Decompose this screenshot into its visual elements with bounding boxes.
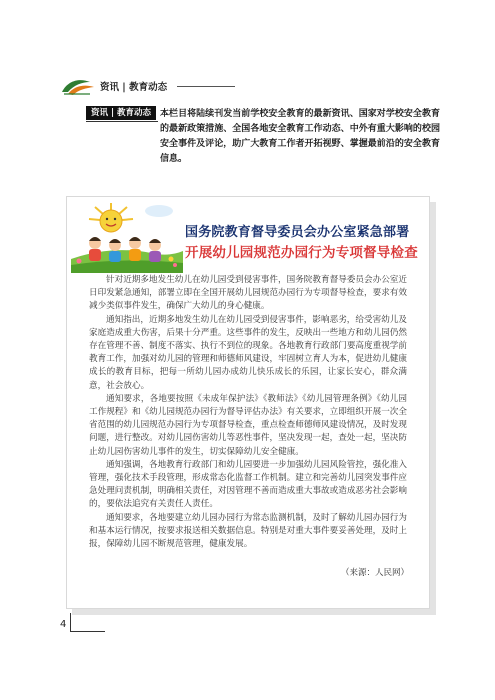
page-number: 4: [60, 619, 67, 630]
leaf-logo-icon: [60, 76, 96, 96]
running-header: [60, 76, 260, 96]
section-intro: 本栏目将陆续刊发当前学校安全教育的最新资讯、国家对学校安全教育的最新政策措施、全国各地安全教育工作动态、中外有重大影响的校园安全事件及评论，助广大教育工作者开拓视野、掌握最前沿的安全教育信息。: [160, 109, 440, 164]
article-paragraph: 通知指出，近期多地发生幼儿在幼儿园受到侵害事件，影响恶劣，给受害幼儿及家庭造成重大伤害，后果十分严重。这些事件的发生，反映出一些地方和幼儿园仍然存在管理不善、制度不落实、执行不到位的现象。各地教育行政部门要高度重视学前教育工作，加强对幼儿园的管理和师德师风建设，牢固树立育人为本，促进幼儿健康成长的教育目标，把每一所幼儿园办成幼儿快乐成长的乐园，让家长安心，群众满意，社会放心。: [89, 314, 407, 391]
section-label: 资讯 | 教育动态: [86, 106, 156, 120]
article-title-line1: 国务院教育督导委员会办公室紧急部署: [185, 225, 410, 240]
article-body: [89, 274, 407, 551]
article-banner: [67, 197, 431, 277]
article-paragraph: 通知要求，各地要建立幼儿园办园行为常态监测机制，及时了解幼儿园办园行为和基本运行情况，按要求报送相关数据信息。特别是对重大事件要妥善处理，及时上报，保障幼儿园不断规范管理，健康发展。: [89, 512, 407, 550]
section-label-rule: [86, 121, 158, 122]
page-number-rule-vertical: [70, 613, 71, 631]
running-header-title: 资讯 | 教育动态: [100, 82, 168, 93]
article-title-line2: 开展幼儿园规范办园行为专项督导检查: [185, 245, 418, 261]
children-sun-banner-icon: [71, 199, 183, 273]
article-paragraph: 通知要求，各地要按照《未成年保护法》《教师法》《幼儿园管理条例》《幼儿园工作规程》和《幼儿园规范办园行为督导评估办法》有关要求，立即组织开展一次全省范围的幼儿园规范办园行为专项督导检查，重点检查师德师风建设情况，及时发现问题，进行整改。对幼儿园伤害幼儿等恶性事件，坚决发现一起，查处一起，坚决防止幼儿园伤害幼儿事件的发生，切实保障幼儿安全健康。: [89, 393, 407, 457]
article-card: [66, 196, 430, 609]
article-source: （来源：人民网）: [340, 568, 409, 578]
page-number-rule-horizontal: [70, 631, 105, 632]
article-paragraph: 通知强调，各地教育行政部门和幼儿园要进一步加强幼儿园风险管控，强化准入管理，强化技术手段管理，形成常态化监督工作机制。建立和完善幼儿园突发事件应急处理问责机制，明确相关责任，对因管理不善而造成重大事故或造成恶劣社会影响的，要依法追究有关责任人责任。: [89, 459, 407, 510]
article-paragraph: 针对近期多地发生幼儿在幼儿园受到侵害事件，国务院教育督导委员会办公室近日印发紧急通知，部署立即在全国开展幼儿园规范办园行为专项督导检查，要求有效减少类似事件发生，确保广大幼儿的身心健康。: [89, 275, 407, 312]
running-header-rule: [177, 86, 235, 87]
